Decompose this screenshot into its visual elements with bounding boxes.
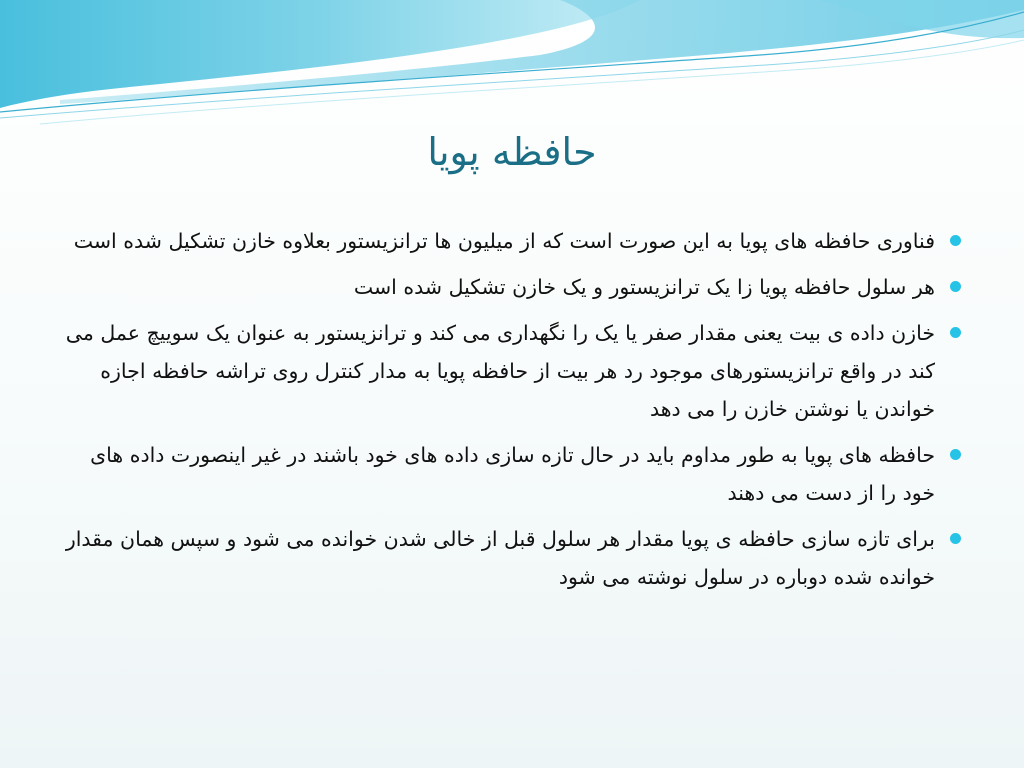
bullet-dot-icon [950, 327, 961, 338]
bullet-item [55, 314, 967, 428]
bullet-text: خازن داده ی بیت یعنی مقدار صفر یا یک را نگهداری می کند و ترانزیستور به عنوان یک سوییچ عمل می کند در واقع ترانزیستورهای موجود رد هر بیت از حافظه پویا به مدار کنترل روی تراشه حافظه اجازه خواندن یا نوشتن خازن را می دهد [65, 321, 935, 421]
bullet-item [55, 268, 967, 306]
bullet-dot-icon [950, 533, 961, 544]
bullet-item [55, 436, 967, 512]
bullet-text: هر سلول حافظه پویا زا یک ترانزیستور و یک خازن تشکیل شده است [353, 275, 935, 299]
bullet-dot-icon [950, 281, 961, 292]
bullet-text: حافظه های پویا به طور مداوم باید در حال تازه سازی داده های خود باشند در غیر اینصورت داده های خود را از دست می دهند [90, 443, 935, 505]
bullet-item [55, 520, 967, 596]
bullet-item [55, 222, 967, 260]
header-wave-decoration [0, 0, 1024, 130]
slide-title: حافظه پویا [427, 130, 597, 174]
wave-band-main [0, 0, 640, 108]
bullet-list [55, 222, 967, 604]
bullet-dot-icon [950, 235, 961, 246]
bullet-text: فناوری حافظه های پویا به این صورت است که از میلیون ها ترانزیستور بعلاوه خازن تشکیل شده است [73, 229, 935, 253]
bullet-dot-icon [950, 449, 961, 460]
bullet-text: برای تازه سازی حافظه ی پویا مقدار هر سلول قبل از خالی شدن خوانده می شود و سپس همان مقدار خوانده شده دوباره در سلول نوشته می شود [65, 527, 935, 589]
